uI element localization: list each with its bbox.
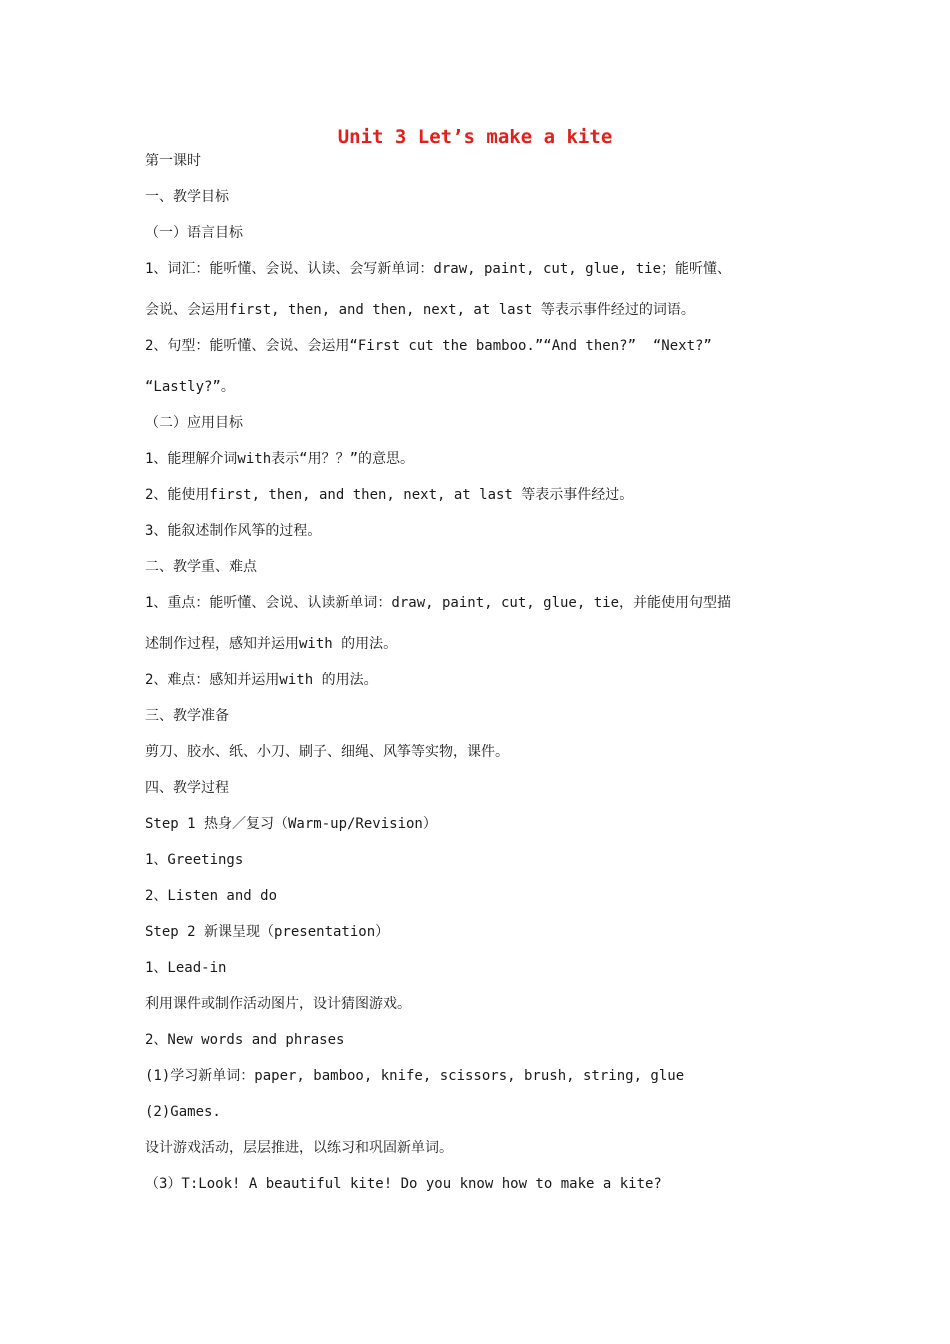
section-heading-preparation: 三、教学准备 — [145, 708, 229, 724]
paragraph-new-words-list: (1)学习新单词：paper, bamboo, knife, scissors, brush, string, glue — [145, 1068, 685, 1084]
paragraph-sequence-words: 2、能使用first, then, and then, next, at last 等表示事件经过。 — [145, 487, 634, 503]
step-2-heading: Step 2 新课呈现（presentation） — [145, 924, 390, 940]
paragraph-key-point-line-1: 1、重点：能听懂、会说、认读新单词：draw, paint, cut, glue, tie，并能使用句型描 — [145, 595, 732, 611]
paragraph-game-design: 设计游戏活动，层层推进，以练习和巩固新单词。 — [145, 1140, 453, 1156]
section-heading-objectives: 一、教学目标 — [145, 189, 229, 205]
paragraph-sentence-line-2: “Lastly?”。 — [145, 379, 235, 395]
step-1-item-listen: 2、Listen and do — [145, 888, 278, 904]
subsection-language-goals: （一）语言目标 — [145, 225, 243, 241]
paragraph-difficult-point: 2、难点：感知并运用with 的用法。 — [145, 672, 378, 688]
paragraph-with-meaning: 1、能理解介词with表示“用？？”的意思。 — [145, 451, 415, 467]
paragraph-vocabulary-line-1: 1、词汇：能听懂、会说、认读、会写新单词：draw, paint, cut, glue, tie；能听懂、 — [145, 261, 732, 277]
paragraph-materials: 剪刀、胶水、纸、小刀、刷子、细绳、风筝等实物，课件。 — [145, 744, 509, 760]
paragraph-describe-process: 3、能叙述制作风筝的过程。 — [145, 523, 322, 539]
step-1-item-greetings: 1、Greetings — [145, 852, 244, 868]
subsection-application-goals: （二）应用目标 — [145, 415, 243, 431]
step-2-item-new-words: 2、New words and phrases — [145, 1032, 345, 1048]
document-title: Unit 3 Let’s make a kite — [337, 126, 613, 148]
paragraph-teacher-prompt: （3）T:Look! A beautiful kite! Do you know how to make a kite? — [145, 1176, 662, 1192]
step-2-item-lead-in: 1、Lead-in — [145, 960, 227, 976]
section-heading-procedure: 四、教学过程 — [145, 780, 229, 796]
paragraph-games: (2)Games. — [145, 1104, 221, 1120]
paragraph-guessing-game: 利用课件或制作活动图片，设计猜图游戏。 — [145, 996, 411, 1012]
step-1-heading: Step 1 热身／复习（Warm-up/Revision） — [145, 816, 437, 832]
lesson-period: 第一课时 — [145, 153, 201, 169]
section-heading-key-points: 二、教学重、难点 — [145, 559, 257, 575]
paragraph-key-point-line-2: 述制作过程，感知并运用with 的用法。 — [145, 636, 398, 652]
paragraph-sentence-line-1: 2、句型：能听懂、会说、会运用“First cut the bamboo.”“And then?” “Next?” — [145, 338, 712, 354]
paragraph-vocabulary-line-2: 会说、会运用first, then, and then, next, at last 等表示事件经过的词语。 — [145, 302, 695, 318]
